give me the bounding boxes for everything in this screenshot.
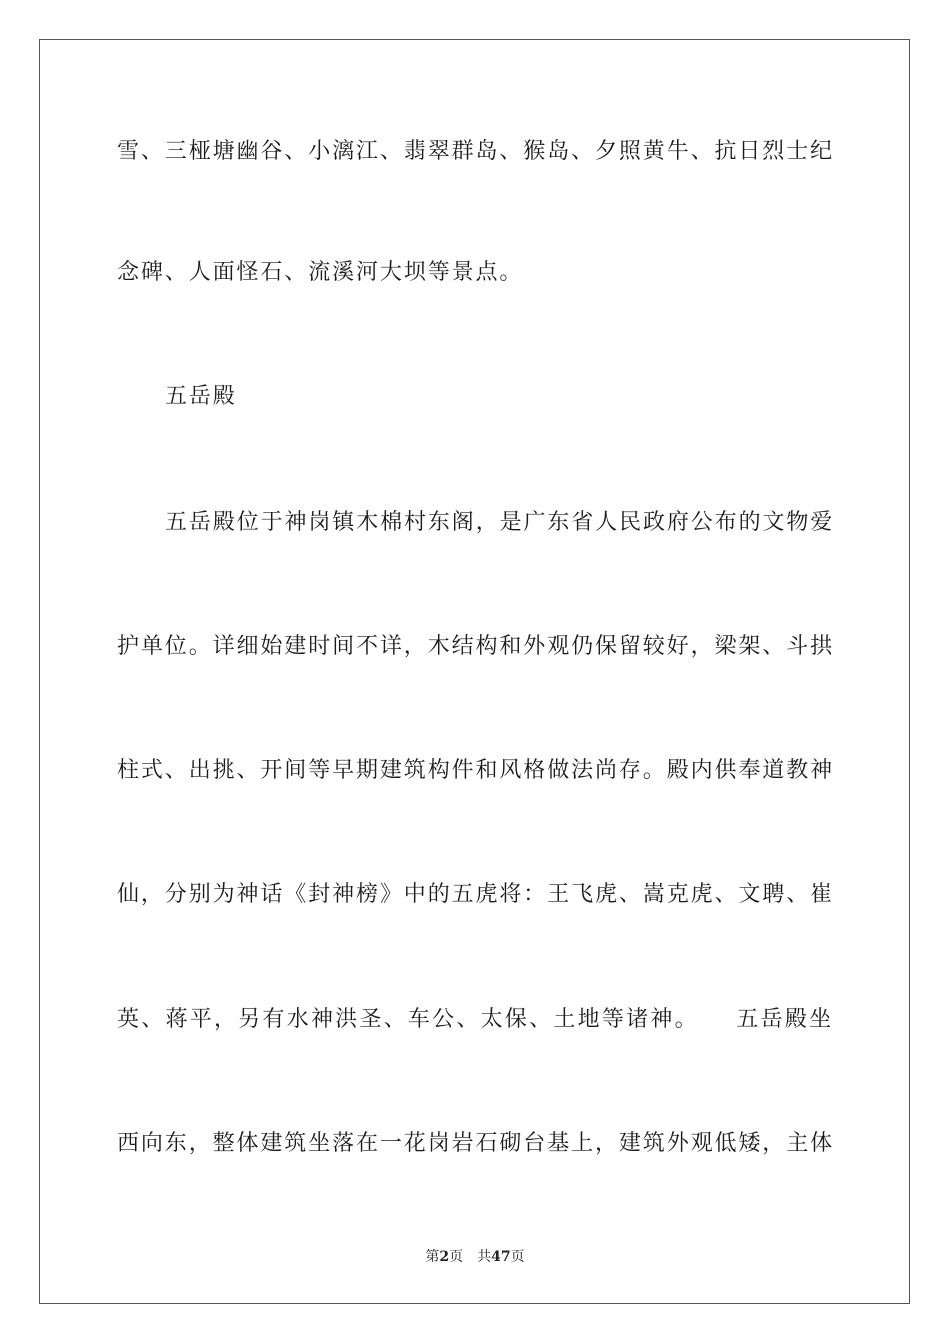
text-line-1: 雪、三桠塘幽谷、小漓江、翡翠群岛、猴岛、夕照黄牛、抗日烈士纪 — [117, 139, 835, 164]
section-heading: 五岳殿 — [165, 384, 237, 409]
text-line-5: 护单位。详细始建时间不详，木结构和外观仍保留较好，梁架、斗拱 — [117, 634, 835, 659]
footer-total-unit: 页 — [510, 1249, 525, 1265]
text-line-2: 念碑、人面怪石、流溪河大坝等景点。 — [117, 260, 524, 285]
footer-page-prefix: 第 — [425, 1249, 440, 1265]
text-line-7: 仙，分别为神话《封神榜》中的五虎将：王飞虎、嵩克虎、文聘、崔 — [117, 882, 835, 907]
page-footer — [0, 1247, 950, 1267]
text-line-6: 柱式、出挑、开间等早期建筑构件和风格做法尚存。殿内供奉道教神 — [117, 758, 835, 783]
footer-page-unit: 页 — [449, 1249, 464, 1265]
page-border — [39, 39, 910, 1304]
text-line-8: 英、蒋平，另有水神洪圣、车公、太保、土地等诸神。 五岳殿坐 — [117, 1007, 833, 1032]
footer-total-pages: 47 — [491, 1249, 511, 1265]
footer-total-prefix: 共 — [477, 1249, 492, 1265]
text-line-9: 西向东，整体建筑坐落在一花岗岩石砌台基上，建筑外观低矮，主体 — [117, 1131, 835, 1156]
footer-page-number: 2 — [439, 1249, 450, 1265]
text-line-4: 五岳殿位于神岗镇木棉村东阁，是广东省人民政府公布的文物爱 — [165, 510, 835, 535]
